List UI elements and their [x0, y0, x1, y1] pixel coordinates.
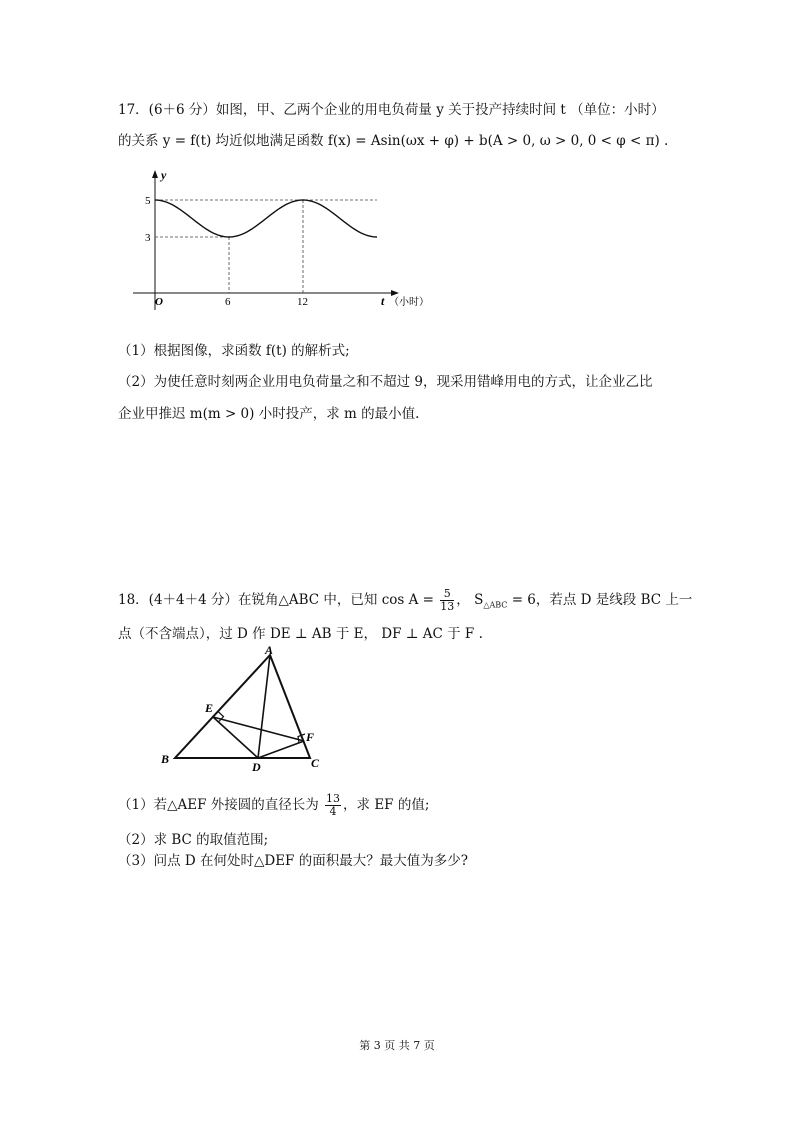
- x-axis-arrow: [391, 290, 399, 296]
- segment-ad: [258, 655, 270, 758]
- q17-part2-line2: 企业甲推迟 m(m > 0) 小时投产，求 m 的最小值.: [118, 406, 420, 422]
- x-tick-12: 12: [297, 296, 308, 308]
- q18-figure: [155, 645, 335, 775]
- label-d: D: [252, 760, 261, 774]
- cos-fraction: [440, 588, 454, 613]
- q18-part2: （2）求 BC 的取值范围;: [118, 832, 269, 848]
- label-a: A: [265, 645, 274, 657]
- q18-line1-text-c: = 6，若点 D 是线段 BC 上一: [507, 592, 693, 608]
- label-f: F: [306, 730, 315, 744]
- q18-line2: 点（不含端点），过 D 作 DE ⊥ AB 于 E， DF ⊥ AC 于 F .: [118, 626, 483, 642]
- cos-numerator: 5: [440, 588, 454, 601]
- right-angle-e: [218, 712, 224, 723]
- q17-part1: （1）根据图像，求函数 f(t) 的解析式;: [118, 343, 350, 359]
- y-tick-3: 3: [145, 232, 151, 244]
- diameter-denominator: 4: [329, 805, 337, 818]
- x-axis-label: t: [381, 294, 385, 308]
- q18-line1-text-a: 18．(4＋4＋4 分）在锐角△ABC 中，已知 cos A =: [118, 592, 434, 608]
- q18-line1-text-b: ， S: [456, 592, 484, 608]
- q18-part1-text-a: （1）若△AEF 外接圆的直径长为: [118, 797, 319, 813]
- sine-curve: [155, 200, 377, 237]
- y-axis-label: y: [161, 168, 167, 182]
- q17-graph: [125, 165, 445, 315]
- diameter-fraction: [325, 793, 341, 818]
- q18-line1: [118, 588, 692, 613]
- q17-part2-line1: （2）为使任意时刻两企业用电负荷量之和不超过 9，现采用错峰用电的方式，让企业乙比: [118, 374, 653, 390]
- triangle-abc: [175, 655, 310, 758]
- diameter-numerator: 13: [326, 792, 341, 805]
- page-footer: 第 3 页 共 7 页: [359, 1039, 435, 1052]
- area-subscript: △ABC: [483, 600, 508, 610]
- cos-denominator: 13: [440, 600, 455, 613]
- y-tick-5: 5: [145, 195, 151, 207]
- label-e: E: [205, 701, 214, 715]
- x-tick-6: 6: [225, 296, 231, 308]
- label-b: B: [161, 752, 170, 766]
- q18-part1: [118, 793, 429, 818]
- q18-part1-text-b: ，求 EF 的值;: [343, 797, 430, 813]
- label-c: C: [311, 756, 320, 770]
- q18-part3: （3）问点 D 在何处时△DEF 的面积最大？最大值为多少?: [118, 853, 468, 869]
- q17-line2: 的关系 y = f(t) 均近似地满足函数 f(x) = Asin(ωx + φ) + b(A > 0, ω > 0, 0 < φ < π) .: [118, 133, 669, 149]
- x-axis-unit: （小时）: [389, 297, 429, 308]
- origin-label: O: [155, 296, 163, 308]
- segment-df: [258, 741, 304, 758]
- q17-line1: 17．(6＋6 分）如图，甲、乙两个企业的用电负荷量 y 关于投产持续时间 t （单位：小时）: [118, 102, 665, 118]
- y-axis-arrow: [152, 170, 158, 178]
